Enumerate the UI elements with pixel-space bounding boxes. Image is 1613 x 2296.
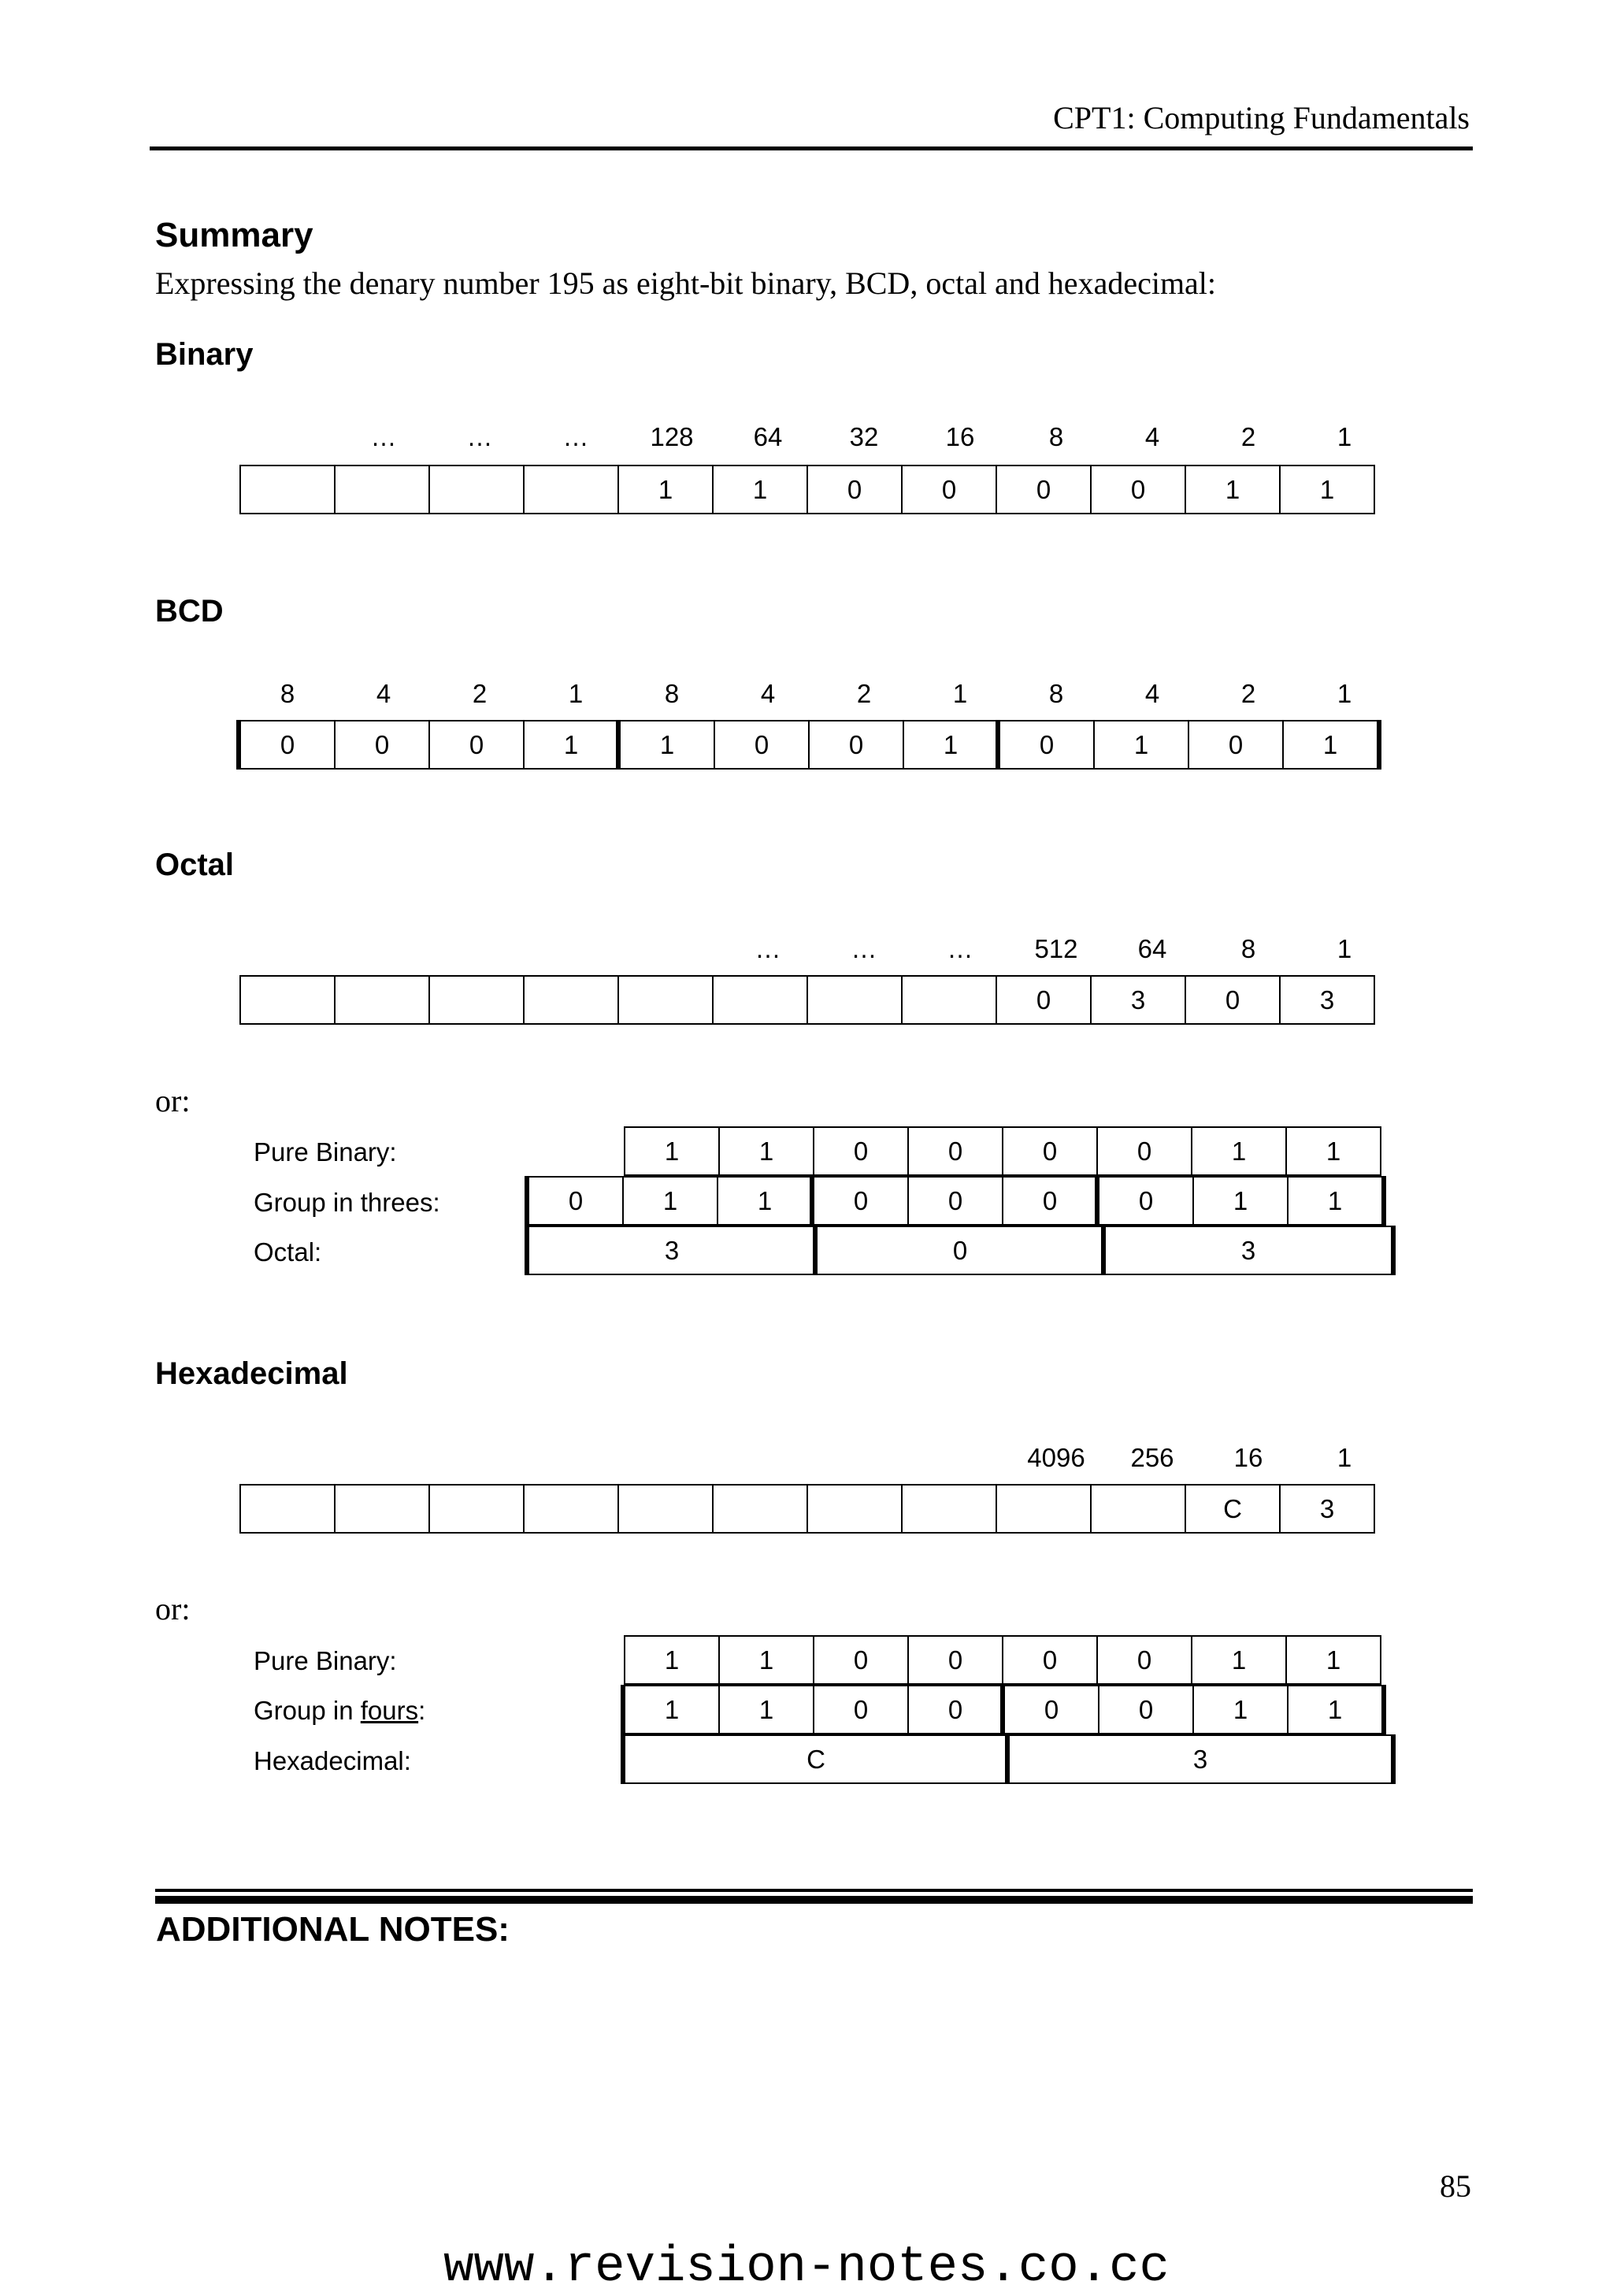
bcd-cell: 0 <box>808 720 904 770</box>
octal-pure-binary-cell: 0 <box>1096 1126 1192 1176</box>
bcd-cell: 1 <box>616 720 715 770</box>
hex-group-label <box>254 1696 425 1726</box>
header-rule <box>150 147 1473 150</box>
hex-header: 16 <box>1233 1443 1263 1472</box>
hex-header: 4096 <box>1027 1443 1085 1472</box>
hex-pure-binary-cell: 0 <box>813 1635 909 1685</box>
octal-header: … <box>851 934 877 963</box>
bcd-cell: 1 <box>523 720 619 770</box>
bcd-header: 1 <box>1337 679 1352 708</box>
binary-cell: 0 <box>996 465 1092 514</box>
binary-header: … <box>466 422 493 451</box>
octal-pure-binary-cell: 1 <box>624 1126 720 1176</box>
notes-rule-top <box>155 1889 1473 1892</box>
hex-cell <box>901 1484 997 1534</box>
bcd-cell: 0 <box>1188 720 1284 770</box>
binary-cell <box>428 465 525 514</box>
hex-group-label-suffix: : <box>418 1696 426 1725</box>
octal-cell <box>334 975 430 1025</box>
octal-pure-binary-label: Pure Binary: <box>254 1137 397 1167</box>
octal-pure-binary-cell: 1 <box>718 1126 814 1176</box>
hex-result-cell: 3 <box>1005 1734 1396 1784</box>
octal-group-cell: 1 <box>622 1176 718 1226</box>
hex-headers <box>1008 1443 1392 1473</box>
binary-header: 2 <box>1240 422 1256 451</box>
octal-pure-binary-cell: 1 <box>1191 1126 1287 1176</box>
binary-header: … <box>562 422 589 451</box>
hex-title: Hexadecimal <box>155 1356 348 1391</box>
hex-group-cell: 1 <box>1192 1685 1289 1734</box>
bcd-header: 4 <box>1144 679 1160 708</box>
octal-pure-binary-cell: 1 <box>1285 1126 1381 1176</box>
octal-result-cell: 0 <box>813 1226 1104 1275</box>
hex-group-cell: 0 <box>907 1685 1003 1734</box>
hex-pure-binary-cell: 1 <box>1285 1635 1381 1685</box>
bcd-headers <box>239 679 1392 709</box>
octal-cell: 0 <box>996 975 1092 1025</box>
binary-cell: 1 <box>1185 465 1281 514</box>
binary-title: Binary <box>155 337 254 372</box>
hex-pure-binary-cell: 0 <box>1096 1635 1192 1685</box>
hex-pure-binary-label: Pure Binary: <box>254 1646 397 1675</box>
bcd-header: 4 <box>376 679 391 708</box>
octal-cell <box>806 975 903 1025</box>
bcd-header: 1 <box>568 679 584 708</box>
octal-result-grid <box>525 1226 1396 1275</box>
hex-group-cell: 1 <box>1287 1685 1386 1734</box>
octal-result-cell: 3 <box>525 1226 816 1275</box>
octal-cell <box>617 975 714 1025</box>
binary-cell: 0 <box>901 465 997 514</box>
summary-intro: Expressing the denary number 195 as eight-bit binary, BCD, octal and hexadecimal: <box>155 265 1217 301</box>
hex-pure-binary-cell: 1 <box>1191 1635 1287 1685</box>
octal-group-cell: 1 <box>1287 1176 1386 1226</box>
octal-header: 64 <box>1137 934 1167 963</box>
hex-cell <box>806 1484 903 1534</box>
bcd-grid <box>236 720 1381 770</box>
binary-cell: 0 <box>806 465 903 514</box>
octal-or-label: or: <box>155 1083 191 1118</box>
octal-result-cell: 3 <box>1101 1226 1396 1275</box>
octal-grid <box>239 975 1375 1025</box>
binary-header: 128 <box>650 422 694 451</box>
octal-group-cell: 0 <box>810 1176 909 1226</box>
hex-result-label: Hexadecimal: <box>254 1746 411 1775</box>
bcd-cell: 1 <box>1282 720 1381 770</box>
binary-cell <box>334 465 430 514</box>
octal-header: 1 <box>1337 934 1352 963</box>
binary-header: 32 <box>849 422 879 451</box>
hex-cell: C <box>1185 1484 1281 1534</box>
octal-cell <box>901 975 997 1025</box>
hex-result-cell: C <box>621 1734 1008 1784</box>
binary-cell <box>239 465 336 514</box>
header-course-title: CPT1: Computing Fundamentals <box>1053 100 1470 135</box>
octal-pure-binary-cell: 0 <box>907 1126 1003 1176</box>
bcd-cell: 0 <box>428 720 525 770</box>
binary-cell: 0 <box>1090 465 1186 514</box>
hex-group-cell: 0 <box>1098 1685 1194 1734</box>
hex-pure-binary-cell: 1 <box>718 1635 814 1685</box>
hex-group-cell: 1 <box>718 1685 814 1734</box>
summary-title: Summary <box>155 216 313 254</box>
binary-header: … <box>370 422 397 451</box>
hex-cell <box>334 1484 430 1534</box>
octal-header: … <box>947 934 973 963</box>
hex-pure-binary-cell: 1 <box>624 1635 720 1685</box>
hex-grid <box>239 1484 1375 1534</box>
additional-notes-title: ADDITIONAL NOTES: <box>156 1910 510 1949</box>
octal-group-label: Group in threes: <box>254 1188 440 1217</box>
hex-cell <box>996 1484 1092 1534</box>
octal-result-label: Octal: <box>254 1237 322 1267</box>
bcd-header: 2 <box>856 679 872 708</box>
notes-rule-bottom <box>155 1896 1473 1904</box>
octal-headers <box>720 934 1392 964</box>
hex-group-cell: 0 <box>813 1685 909 1734</box>
hex-group-grid <box>621 1685 1386 1734</box>
binary-header: 16 <box>945 422 975 451</box>
octal-pure-binary-cell: 0 <box>813 1126 909 1176</box>
hex-pure-binary-cell: 0 <box>1002 1635 1098 1685</box>
octal-group-cell: 0 <box>1002 1176 1098 1226</box>
hex-cell <box>523 1484 619 1534</box>
hex-pure-binary-cell: 0 <box>907 1635 1003 1685</box>
hex-result-grid <box>621 1734 1396 1784</box>
bcd-header: 4 <box>760 679 776 708</box>
footer-website: www.revision-notes.co.cc <box>443 2239 1170 2296</box>
octal-group-cell: 1 <box>717 1176 813 1226</box>
octal-cell <box>523 975 619 1025</box>
octal-title: Octal <box>155 848 235 882</box>
octal-group-cell: 0 <box>525 1176 624 1226</box>
octal-pure-binary-cell: 0 <box>1002 1126 1098 1176</box>
hex-or-label: or: <box>155 1591 191 1626</box>
octal-pure-binary-grid <box>624 1126 1381 1176</box>
bcd-cell: 0 <box>334 720 430 770</box>
hex-cell: 3 <box>1279 1484 1375 1534</box>
octal-cell <box>239 975 336 1025</box>
binary-cell: 1 <box>712 465 808 514</box>
hex-cell <box>617 1484 714 1534</box>
hex-header: 256 <box>1130 1443 1174 1472</box>
hex-group-cell: 0 <box>1000 1685 1099 1734</box>
binary-headers <box>336 422 1392 452</box>
octal-group-cell: 0 <box>1095 1176 1194 1226</box>
octal-header: 8 <box>1240 934 1256 963</box>
binary-header: 1 <box>1337 422 1352 451</box>
bcd-cell: 1 <box>1093 720 1189 770</box>
octal-cell: 3 <box>1279 975 1375 1025</box>
bcd-title: BCD <box>155 594 224 629</box>
bcd-cell: 1 <box>903 720 999 770</box>
octal-cell <box>712 975 808 1025</box>
octal-group-cell: 1 <box>1192 1176 1289 1226</box>
bcd-header: 2 <box>472 679 488 708</box>
bcd-header: 2 <box>1240 679 1256 708</box>
binary-cell: 1 <box>617 465 714 514</box>
hex-pure-binary-grid <box>624 1635 1381 1685</box>
octal-group-cell: 0 <box>907 1176 1003 1226</box>
bcd-cell: 0 <box>714 720 810 770</box>
octal-header: 512 <box>1034 934 1078 963</box>
hex-header: 1 <box>1337 1443 1352 1472</box>
bcd-cell: 0 <box>236 720 336 770</box>
bcd-header: 1 <box>952 679 968 708</box>
octal-header: … <box>755 934 781 963</box>
hex-cell <box>428 1484 525 1534</box>
octal-cell: 3 <box>1090 975 1186 1025</box>
bcd-header: 8 <box>280 679 295 708</box>
binary-header: 8 <box>1048 422 1064 451</box>
bcd-header: 8 <box>664 679 680 708</box>
hex-cell <box>712 1484 808 1534</box>
binary-grid <box>239 465 1375 514</box>
page-number: 85 <box>1440 2168 1471 2204</box>
binary-cell <box>523 465 619 514</box>
binary-cell: 1 <box>1279 465 1375 514</box>
octal-cell: 0 <box>1185 975 1281 1025</box>
octal-cell <box>428 975 525 1025</box>
hex-group-label-underlined: fours <box>360 1696 419 1725</box>
binary-header: 4 <box>1144 422 1160 451</box>
hex-cell <box>1090 1484 1186 1534</box>
bcd-header: 8 <box>1048 679 1064 708</box>
hex-group-cell: 1 <box>621 1685 720 1734</box>
hex-cell <box>239 1484 336 1534</box>
bcd-cell: 0 <box>996 720 1095 770</box>
octal-group-grid <box>525 1176 1386 1226</box>
binary-header: 64 <box>753 422 783 451</box>
hex-group-label-prefix: Group in <box>254 1696 361 1725</box>
